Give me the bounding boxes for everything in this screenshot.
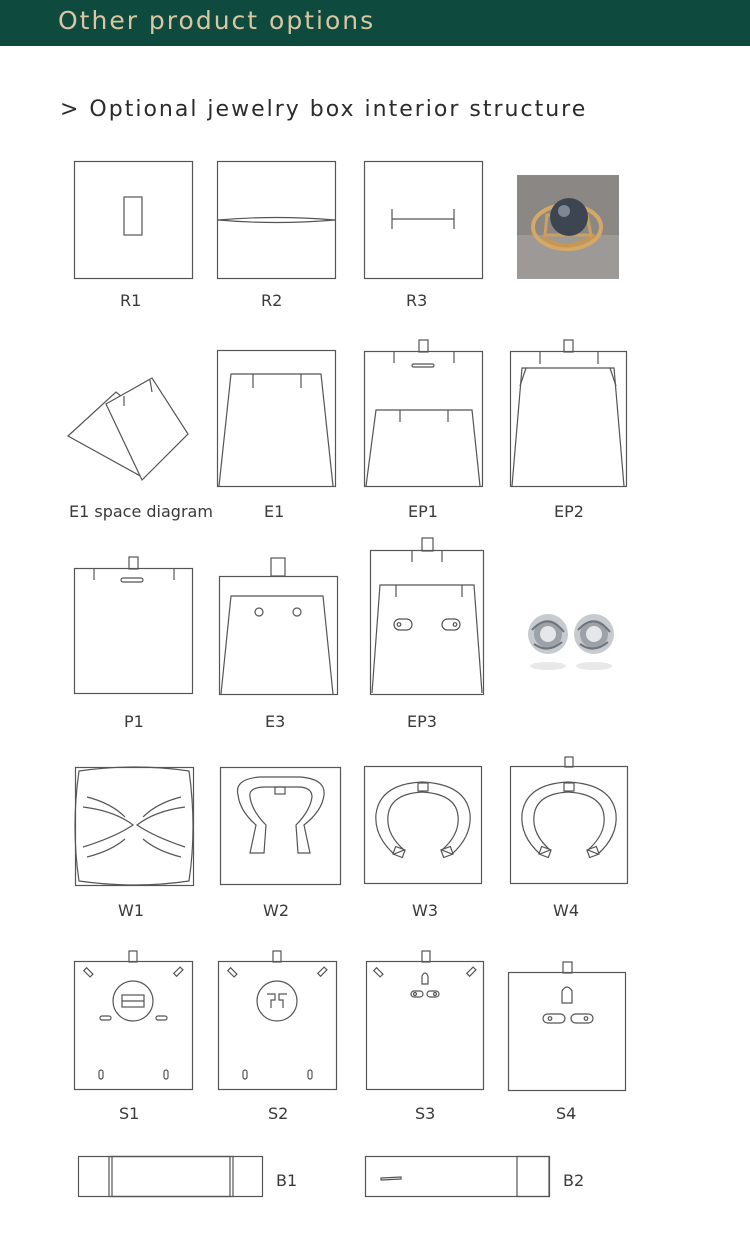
insert-b2-diagram: [365, 1156, 551, 1198]
insert-r3-diagram: [364, 161, 484, 281]
page-title: Other product options: [58, 6, 376, 35]
insert-s4-diagram: [508, 961, 628, 1093]
insert-r2-diagram: [217, 161, 337, 281]
label-ep1: EP1: [408, 502, 438, 521]
insert-p1-diagram: [74, 555, 194, 697]
label-s4: S4: [556, 1104, 577, 1123]
label-s1: S1: [119, 1104, 140, 1123]
label-e3: E3: [265, 712, 286, 731]
e1-space-diagram: [66, 370, 192, 482]
insert-s3-diagram: [366, 950, 486, 1092]
label-ep2: EP2: [554, 502, 584, 521]
insert-b1-diagram: [78, 1156, 264, 1198]
insert-w1-diagram: [75, 767, 197, 889]
insert-ep1-diagram: [364, 338, 484, 490]
label-p1: P1: [124, 712, 144, 731]
label-r2: R2: [261, 291, 283, 310]
insert-s2-diagram: [218, 950, 338, 1092]
label-w4: W4: [553, 901, 579, 920]
label-w1: W1: [118, 901, 144, 920]
insert-ep2-diagram: [510, 338, 630, 490]
label-r1: R1: [120, 291, 142, 310]
label-b1: B1: [276, 1171, 298, 1190]
insert-w4-diagram: [510, 756, 632, 888]
section-title: > Optional jewelry box interior structure: [60, 97, 588, 122]
label-s3: S3: [415, 1104, 436, 1123]
header-bar: [0, 0, 750, 46]
label-s2: S2: [268, 1104, 289, 1123]
insert-s1-diagram: [74, 950, 194, 1092]
insert-e3-diagram: [219, 556, 339, 698]
label-w2: W2: [263, 901, 289, 920]
label-w3: W3: [412, 901, 438, 920]
insert-w3-diagram: [364, 766, 486, 888]
insert-w2-diagram: [220, 767, 342, 889]
label-r3: R3: [406, 291, 428, 310]
insert-e1-diagram: [217, 350, 337, 490]
label-e1: E1: [264, 502, 285, 521]
label-e1-space-diagram: E1 space diagram: [69, 502, 213, 521]
pearl-ring-photo: [517, 175, 619, 283]
rose-stud-earrings-photo: [522, 604, 618, 688]
label-ep3: EP3: [407, 712, 437, 731]
insert-ep3-diagram: [370, 537, 486, 697]
label-b2: B2: [563, 1171, 585, 1190]
insert-r1-diagram: [74, 161, 194, 281]
